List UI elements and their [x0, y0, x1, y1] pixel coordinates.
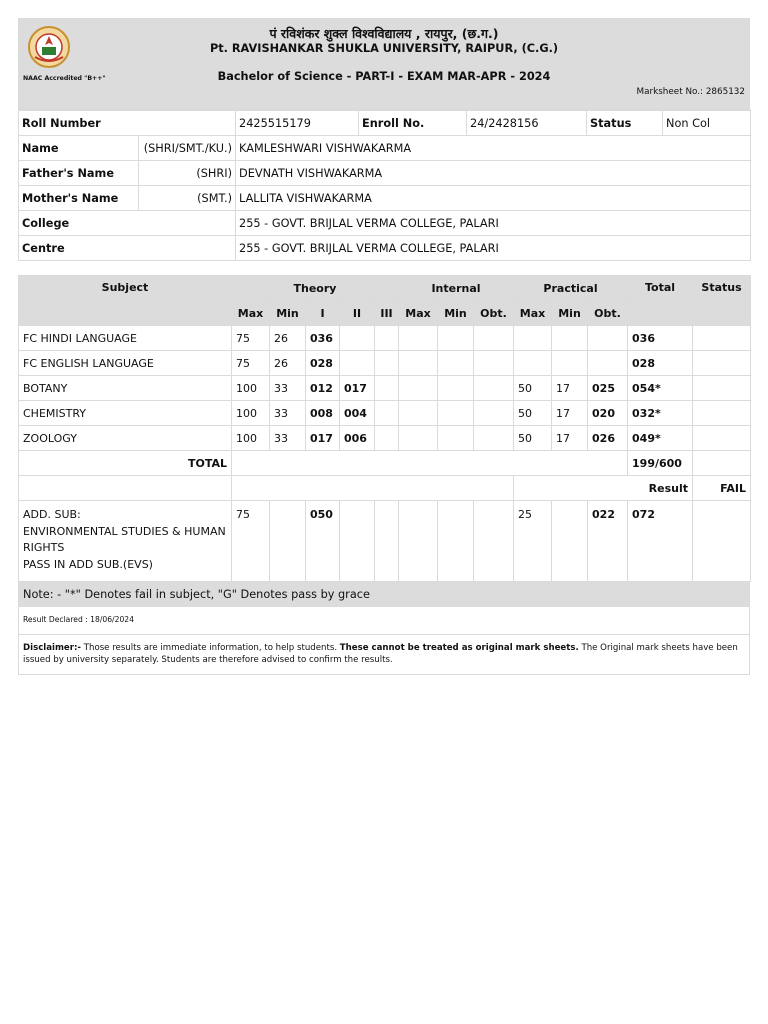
father-value: DEVNATH VISHWAKARMA: [236, 161, 751, 186]
theory-min-header: Min: [270, 301, 306, 326]
marks-table: [18, 275, 751, 582]
centre-value: 255 - GOVT. BRIJLAL VERMA COLLEGE, PALARI: [236, 236, 751, 261]
cell-th-max: 100: [232, 426, 270, 451]
cell-th-iii: [375, 351, 399, 376]
add-sub-theory-min: [270, 501, 306, 582]
add-sub-title: ENVIRONMENTAL STUDIES & HUMAN RIGHTS: [23, 524, 226, 554]
cell-th-ii: [340, 326, 375, 351]
cell-th-min: 33: [270, 376, 306, 401]
cell-total: 036: [628, 326, 693, 351]
theory-i-header: I: [306, 301, 340, 326]
roll-row: [19, 111, 751, 136]
cell-th-min: 33: [270, 401, 306, 426]
cell-pr-obt: [588, 351, 628, 376]
result-label: Result: [514, 476, 693, 501]
cell-in-obt: [474, 326, 514, 351]
cell-th-max: 75: [232, 351, 270, 376]
naac-accreditation: NAAC Accredited "B++": [23, 75, 106, 82]
roll-value: 2425515179: [236, 111, 359, 136]
result-spacer-b: [232, 476, 514, 501]
cell-subject: ZOOLOGY: [19, 426, 232, 451]
practical-header: Practical: [514, 276, 628, 301]
cell-in-obt: [474, 426, 514, 451]
cell-pr-max: [514, 351, 552, 376]
add-sub-result: PASS IN ADD SUB.(EVS): [23, 557, 153, 571]
cell-th-min: 26: [270, 351, 306, 376]
college-label: College: [19, 211, 236, 236]
cell-pr-min: [552, 326, 588, 351]
result-declared: Result Declared : 18/06/2024: [18, 607, 750, 635]
cell-in-min: [438, 326, 474, 351]
cell-in-max: [399, 376, 438, 401]
add-sub-theory-iii: [375, 501, 399, 582]
father-prefix: (SHRI): [139, 161, 236, 186]
cell-th-max: 75: [232, 326, 270, 351]
cell-status: [693, 376, 751, 401]
exam-title: Bachelor of Science - PART-I - EXAM MAR-APR - 2024: [217, 70, 551, 83]
cell-in-min: [438, 401, 474, 426]
marksheet-number: Marksheet No.: 2865132: [636, 87, 745, 97]
result-row: [19, 476, 751, 501]
cell-th-i: 028: [306, 351, 340, 376]
cell-pr-max: 50: [514, 376, 552, 401]
cell-pr-min: [552, 351, 588, 376]
cell-th-max: 100: [232, 401, 270, 426]
practical-obt-header: Obt.: [588, 301, 628, 326]
cell-status: [693, 401, 751, 426]
marks-header-row: [19, 276, 751, 301]
name-prefix: (SHRI/SMT./KU.): [139, 136, 236, 161]
note: Note: - "*" Denotes fail in subject, "G" Denotes pass by grace: [18, 582, 750, 607]
total-row: [19, 451, 751, 476]
cell-total: 032*: [628, 401, 693, 426]
internal-max-header: Max: [399, 301, 438, 326]
college-row: [19, 211, 751, 236]
mother-prefix: (SMT.): [139, 186, 236, 211]
enroll-label: Enroll No.: [359, 111, 467, 136]
centre-label: Centre: [19, 236, 236, 261]
theory-header: Theory: [232, 276, 399, 301]
cell-subject: FC HINDI LANGUAGE: [19, 326, 232, 351]
marksheet: [18, 18, 750, 675]
cell-pr-max: [514, 326, 552, 351]
cell-in-obt: [474, 401, 514, 426]
college-value: 255 - GOVT. BRIJLAL VERMA COLLEGE, PALARI: [236, 211, 751, 236]
mother-label: Mother's Name: [19, 186, 139, 211]
cell-total: 049*: [628, 426, 693, 451]
cell-in-min: [438, 376, 474, 401]
name-label: Name: [19, 136, 139, 161]
disclaimer-text-2: The Original mark sheets have been issued by university separately. Students are therefore advised to confirm the results.: [23, 643, 738, 665]
cell-th-i: 036: [306, 326, 340, 351]
cell-total: 028: [628, 351, 693, 376]
mother-row: [19, 186, 751, 211]
cell-in-max: [399, 426, 438, 451]
theory-iii-header: III: [375, 301, 399, 326]
name-value: KAMLESHWARI VISHWAKARMA: [236, 136, 751, 161]
cell-in-max: [399, 401, 438, 426]
theory-max-header: Max: [232, 301, 270, 326]
cell-in-min: [438, 426, 474, 451]
disclaimer-text-1: Those results are immediate information, to help students.: [81, 643, 340, 653]
cell-th-min: 26: [270, 326, 306, 351]
cell-status: [693, 351, 751, 376]
status-label: Status: [587, 111, 663, 136]
add-sub-practical-obt: 022: [588, 501, 628, 582]
centre-row: [19, 236, 751, 261]
add-sub-theory-i: 050: [306, 501, 340, 582]
add-sub-heading: ADD. SUB:: [23, 508, 81, 521]
cell-th-max: 100: [232, 376, 270, 401]
practical-min-header: Min: [552, 301, 588, 326]
total-status: [693, 451, 751, 476]
cell-status: [693, 326, 751, 351]
total-label: TOTAL: [19, 451, 232, 476]
father-label: Father's Name: [19, 161, 139, 186]
internal-min-header: Min: [438, 301, 474, 326]
add-sub-practical-max: 25: [514, 501, 552, 582]
cell-pr-obt: 020: [588, 401, 628, 426]
university-name-hindi: पं रविशंकर शुक्ल विश्वविद्यालय , रायपुर, (छ.ग.): [269, 26, 499, 41]
cell-th-min: 33: [270, 426, 306, 451]
add-sub-internal-obt: [474, 501, 514, 582]
cell-pr-max: 50: [514, 401, 552, 426]
cell-in-max: [399, 351, 438, 376]
cell-pr-min: 17: [552, 376, 588, 401]
cell-in-max: [399, 326, 438, 351]
add-sub-practical-min: [552, 501, 588, 582]
additional-subject-row: [19, 501, 751, 582]
roll-label: Roll Number: [19, 111, 236, 136]
cell-th-iii: [375, 326, 399, 351]
disclaimer-label: Disclaimer:-: [23, 643, 82, 653]
cell-in-min: [438, 351, 474, 376]
subject-rows: [19, 326, 751, 451]
status-header: Status: [693, 276, 751, 326]
cell-th-ii: [340, 351, 375, 376]
add-sub-theory-max: 75: [232, 501, 270, 582]
subject-row: [19, 351, 751, 376]
subject-row: [19, 401, 751, 426]
cell-subject: CHEMISTRY: [19, 401, 232, 426]
cell-in-obt: [474, 351, 514, 376]
status-value: Non Col: [663, 111, 751, 136]
cell-pr-obt: 026: [588, 426, 628, 451]
internal-header: Internal: [399, 276, 514, 301]
mother-value: LALLITA VISHWAKARMA: [236, 186, 751, 211]
cell-pr-min: 17: [552, 426, 588, 451]
add-sub-status: [693, 501, 751, 582]
cell-th-iii: [375, 401, 399, 426]
student-info-table: [18, 110, 751, 261]
cell-status: [693, 426, 751, 451]
disclaimer-bold: These cannot be treated as original mark sheets.: [339, 643, 579, 653]
cell-subject: BOTANY: [19, 376, 232, 401]
cell-pr-max: 50: [514, 426, 552, 451]
cell-th-i: 008: [306, 401, 340, 426]
add-sub-total: 072: [628, 501, 693, 582]
cell-pr-min: 17: [552, 401, 588, 426]
cell-total: 054*: [628, 376, 693, 401]
subject-row: [19, 376, 751, 401]
cell-subject: FC ENGLISH LANGUAGE: [19, 351, 232, 376]
add-sub-internal-max: [399, 501, 438, 582]
add-sub-internal-min: [438, 501, 474, 582]
cell-th-iii: [375, 426, 399, 451]
total-header: Total: [628, 276, 693, 326]
cell-in-obt: [474, 376, 514, 401]
father-row: [19, 161, 751, 186]
result-value: FAIL: [693, 476, 751, 501]
name-row: [19, 136, 751, 161]
cell-th-ii: 017: [340, 376, 375, 401]
cell-th-ii: 006: [340, 426, 375, 451]
cell-th-i: 017: [306, 426, 340, 451]
grand-total: 199/600: [628, 451, 693, 476]
subject-row: [19, 426, 751, 451]
internal-obt-header: Obt.: [474, 301, 514, 326]
practical-max-header: Max: [514, 301, 552, 326]
cell-th-ii: 004: [340, 401, 375, 426]
cell-pr-obt: 025: [588, 376, 628, 401]
header: [18, 18, 750, 110]
theory-ii-header: II: [340, 301, 375, 326]
enroll-value: 24/2428156: [467, 111, 587, 136]
cell-pr-obt: [588, 326, 628, 351]
additional-subject-name: [19, 501, 232, 582]
add-sub-theory-ii: [340, 501, 375, 582]
result-spacer-a: [19, 476, 232, 501]
subject-header: Subject: [19, 276, 232, 326]
subject-row: [19, 326, 751, 351]
total-spacer: [232, 451, 628, 476]
cell-th-i: 012: [306, 376, 340, 401]
disclaimer: [18, 635, 750, 675]
university-name: Pt. RAVISHANKAR SHUKLA UNIVERSITY, RAIPUR, (C.G.): [209, 42, 559, 55]
cell-th-iii: [375, 376, 399, 401]
